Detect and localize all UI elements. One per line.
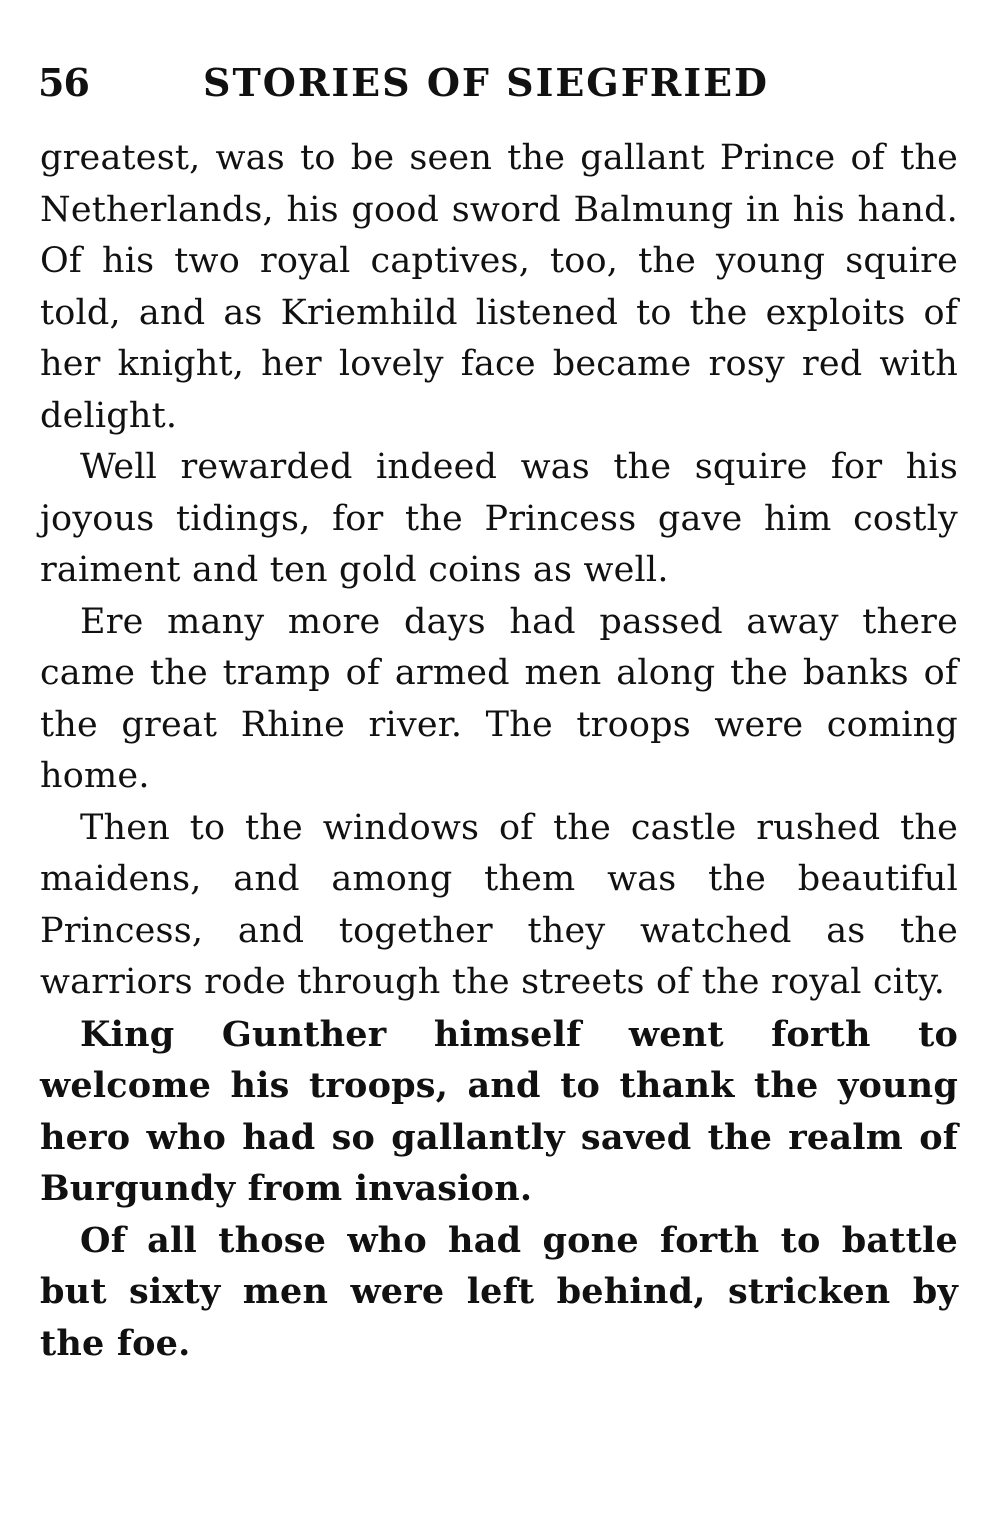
paragraph: Ere many more days had passed away there came the tramp of armed men along the banks of the great Rhine river. The troops were coming home. (40, 601, 958, 796)
page-header (38, 60, 958, 110)
paragraph: Then to the windows of the castle rushed the maidens, and among them was the beautiful Princess, and together they watched as the warriors rode through the streets of the royal city. (40, 807, 958, 1002)
paragraph: greatest, was to be seen the gallant Prince of the Netherlands, his good sword Balmung in his hand. Of his two royal captives, too, the young squire told, and as Kriemhild listened to the exploits of her knight, her lovely face became rosy red with delight. (40, 138, 958, 436)
paragraph: Well rewarded indeed was the squire for his joyous tidings, for the Princess gave him costly raiment and ten gold coins as well. (40, 447, 958, 590)
body-text (40, 133, 958, 1369)
page-number: 56 (38, 60, 89, 105)
paragraph: King Gunther himself went forth to welcome his troops, and to thank the young hero who had so gallantly saved the realm of Burgundy from invasion. (40, 1013, 958, 1209)
paragraph: Of all those who had gone forth to battle but sixty men were left behind, stricken by the foe. (40, 1219, 958, 1364)
running-head: STORIES OF SIEGFRIED (203, 60, 770, 105)
